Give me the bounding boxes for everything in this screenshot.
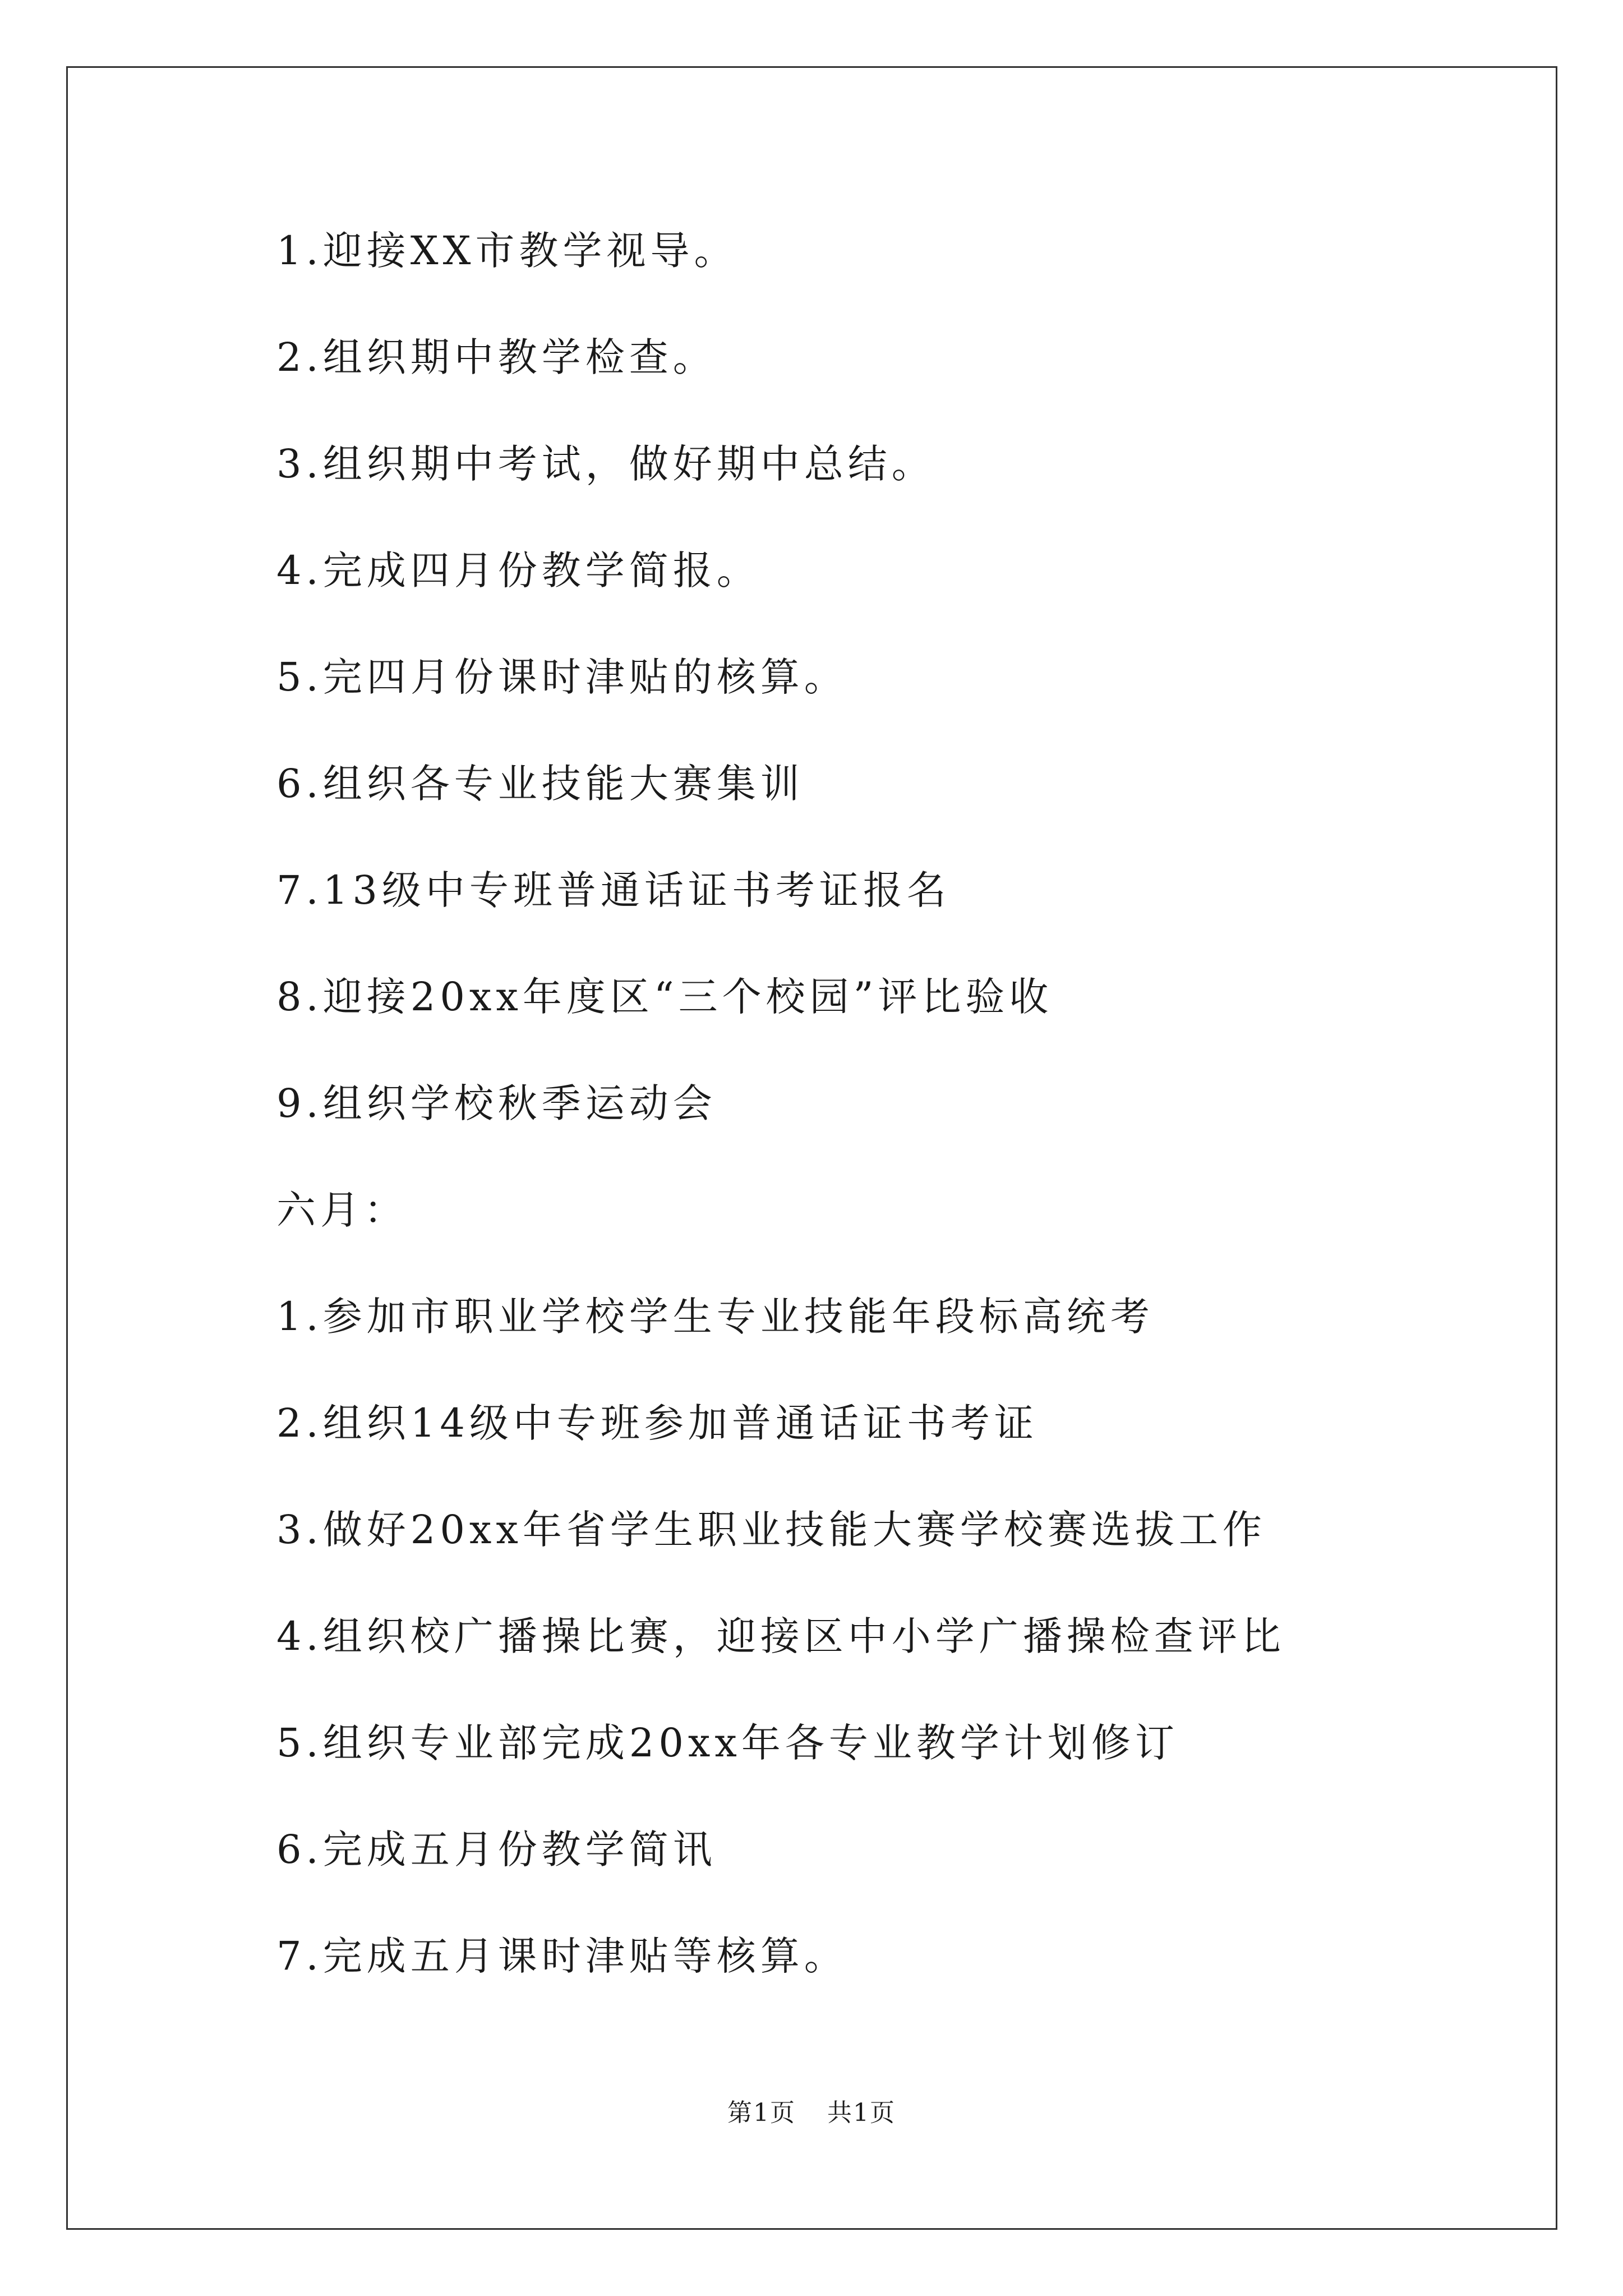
page-number: 第1页 (727, 2099, 796, 2127)
page-total: 共1页 (827, 2099, 896, 2127)
list-item: 6.完成五月份教学简讯 (276, 1826, 717, 1872)
document-body (276, 220, 1482, 2032)
list-item: 6.组织各专业技能大赛集训 (276, 761, 804, 807)
list-item: 9.组织学校秋季运动会 (276, 1080, 717, 1126)
list-item: 3.做好20xx年省学生职业技能大赛学校赛选拔工作 (276, 1507, 1266, 1553)
list-item: 5.完四月份课时津贴的核算。 (276, 654, 848, 700)
page-footer (0, 2092, 1623, 2128)
list-item: 1.迎接XX市教学视导。 (276, 228, 738, 274)
list-item: 8.迎接20xx年度区“三个校园”评比验收 (276, 974, 1053, 1020)
list-item: 1.参加市职业学校学生专业技能年段标高统考 (276, 1294, 1154, 1340)
section-heading-june: 六月： (276, 1187, 408, 1233)
list-item: 2.组织期中教学检查。 (276, 334, 717, 380)
list-item: 4.组织校广播操比赛，迎接区中小学广播操检查评比 (276, 1613, 1285, 1659)
list-item: 4.完成四月份教学简报。 (276, 547, 760, 593)
list-item: 3.组织期中考试，做好期中总结。 (276, 441, 935, 487)
list-item: 7.完成五月课时津贴等核算。 (276, 1933, 848, 1979)
list-item: 7.13级中专班普通话证书考证报名 (276, 867, 951, 913)
list-item: 2.组织14级中专班参加普通话证书考证 (276, 1400, 1038, 1446)
list-item: 5.组织专业部完成20xx年各专业教学计划修订 (276, 1720, 1179, 1766)
